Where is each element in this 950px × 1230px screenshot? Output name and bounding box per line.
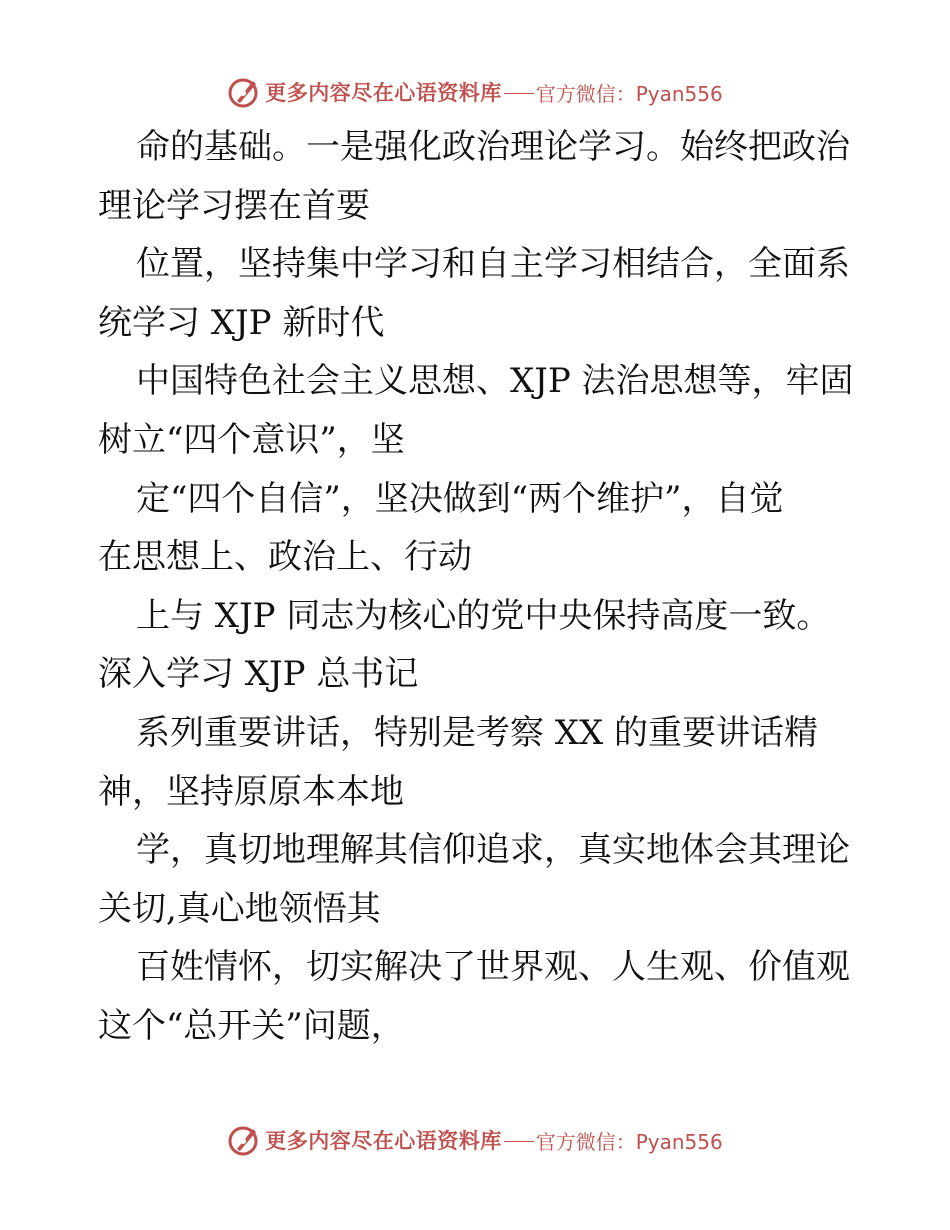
body-line: 上与 XJP 同志为核心的党中央保持高度一致。	[136, 595, 831, 636]
footer-dash	[504, 1141, 534, 1142]
quill-logo-icon	[227, 1123, 261, 1157]
body-line: 这个“总开关”问题，	[98, 1005, 405, 1046]
body-line: 百姓情怀，切实解决了世界观、人生观、价值观	[136, 947, 850, 988]
header-brand-text: 更多内容尽在心语资料库	[265, 80, 502, 105]
header-wechat-text: 官方微信：Pyan556	[535, 81, 723, 106]
body-line: 关切,真心地领悟其	[98, 888, 381, 929]
body-line: 统学习 XJP 新时代	[98, 302, 385, 343]
body-line: 理论学习摆在首要	[98, 185, 370, 226]
body-line: 定“四个自信”，坚决做到“两个维护”，自觉	[136, 478, 784, 519]
body-line: 位置，坚持集中学习和自主学习相结合，全面系	[136, 244, 850, 285]
body-line: 在思想上、政治上、行动	[98, 537, 472, 578]
footer-brand-text: 更多内容尽在心语资料库	[265, 1128, 502, 1153]
body-line: 深入学习 XJP 总书记	[98, 654, 419, 695]
body-line: 中国特色社会主义思想、XJP 法治思想等，牢固	[136, 361, 854, 402]
body-line: 神，坚持原原本本地	[98, 771, 404, 812]
body-line: 命的基础。一是强化政治理论学习。始终把政治	[136, 127, 850, 167]
footer-watermark	[0, 1120, 950, 1160]
document-body	[98, 118, 858, 1056]
body-line: 树立“四个意识”，坚	[98, 419, 405, 460]
body-line: 系列重要讲话，特别是考察 XX 的重要讲话精	[136, 712, 819, 753]
header-watermark	[0, 72, 950, 112]
body-line: 学，真切地理解其信仰追求，真实地体会其理论	[136, 830, 850, 871]
footer-wechat-text: 官方微信：Pyan556	[535, 1129, 723, 1154]
header-dash	[504, 93, 534, 94]
quill-logo-icon	[227, 75, 261, 109]
